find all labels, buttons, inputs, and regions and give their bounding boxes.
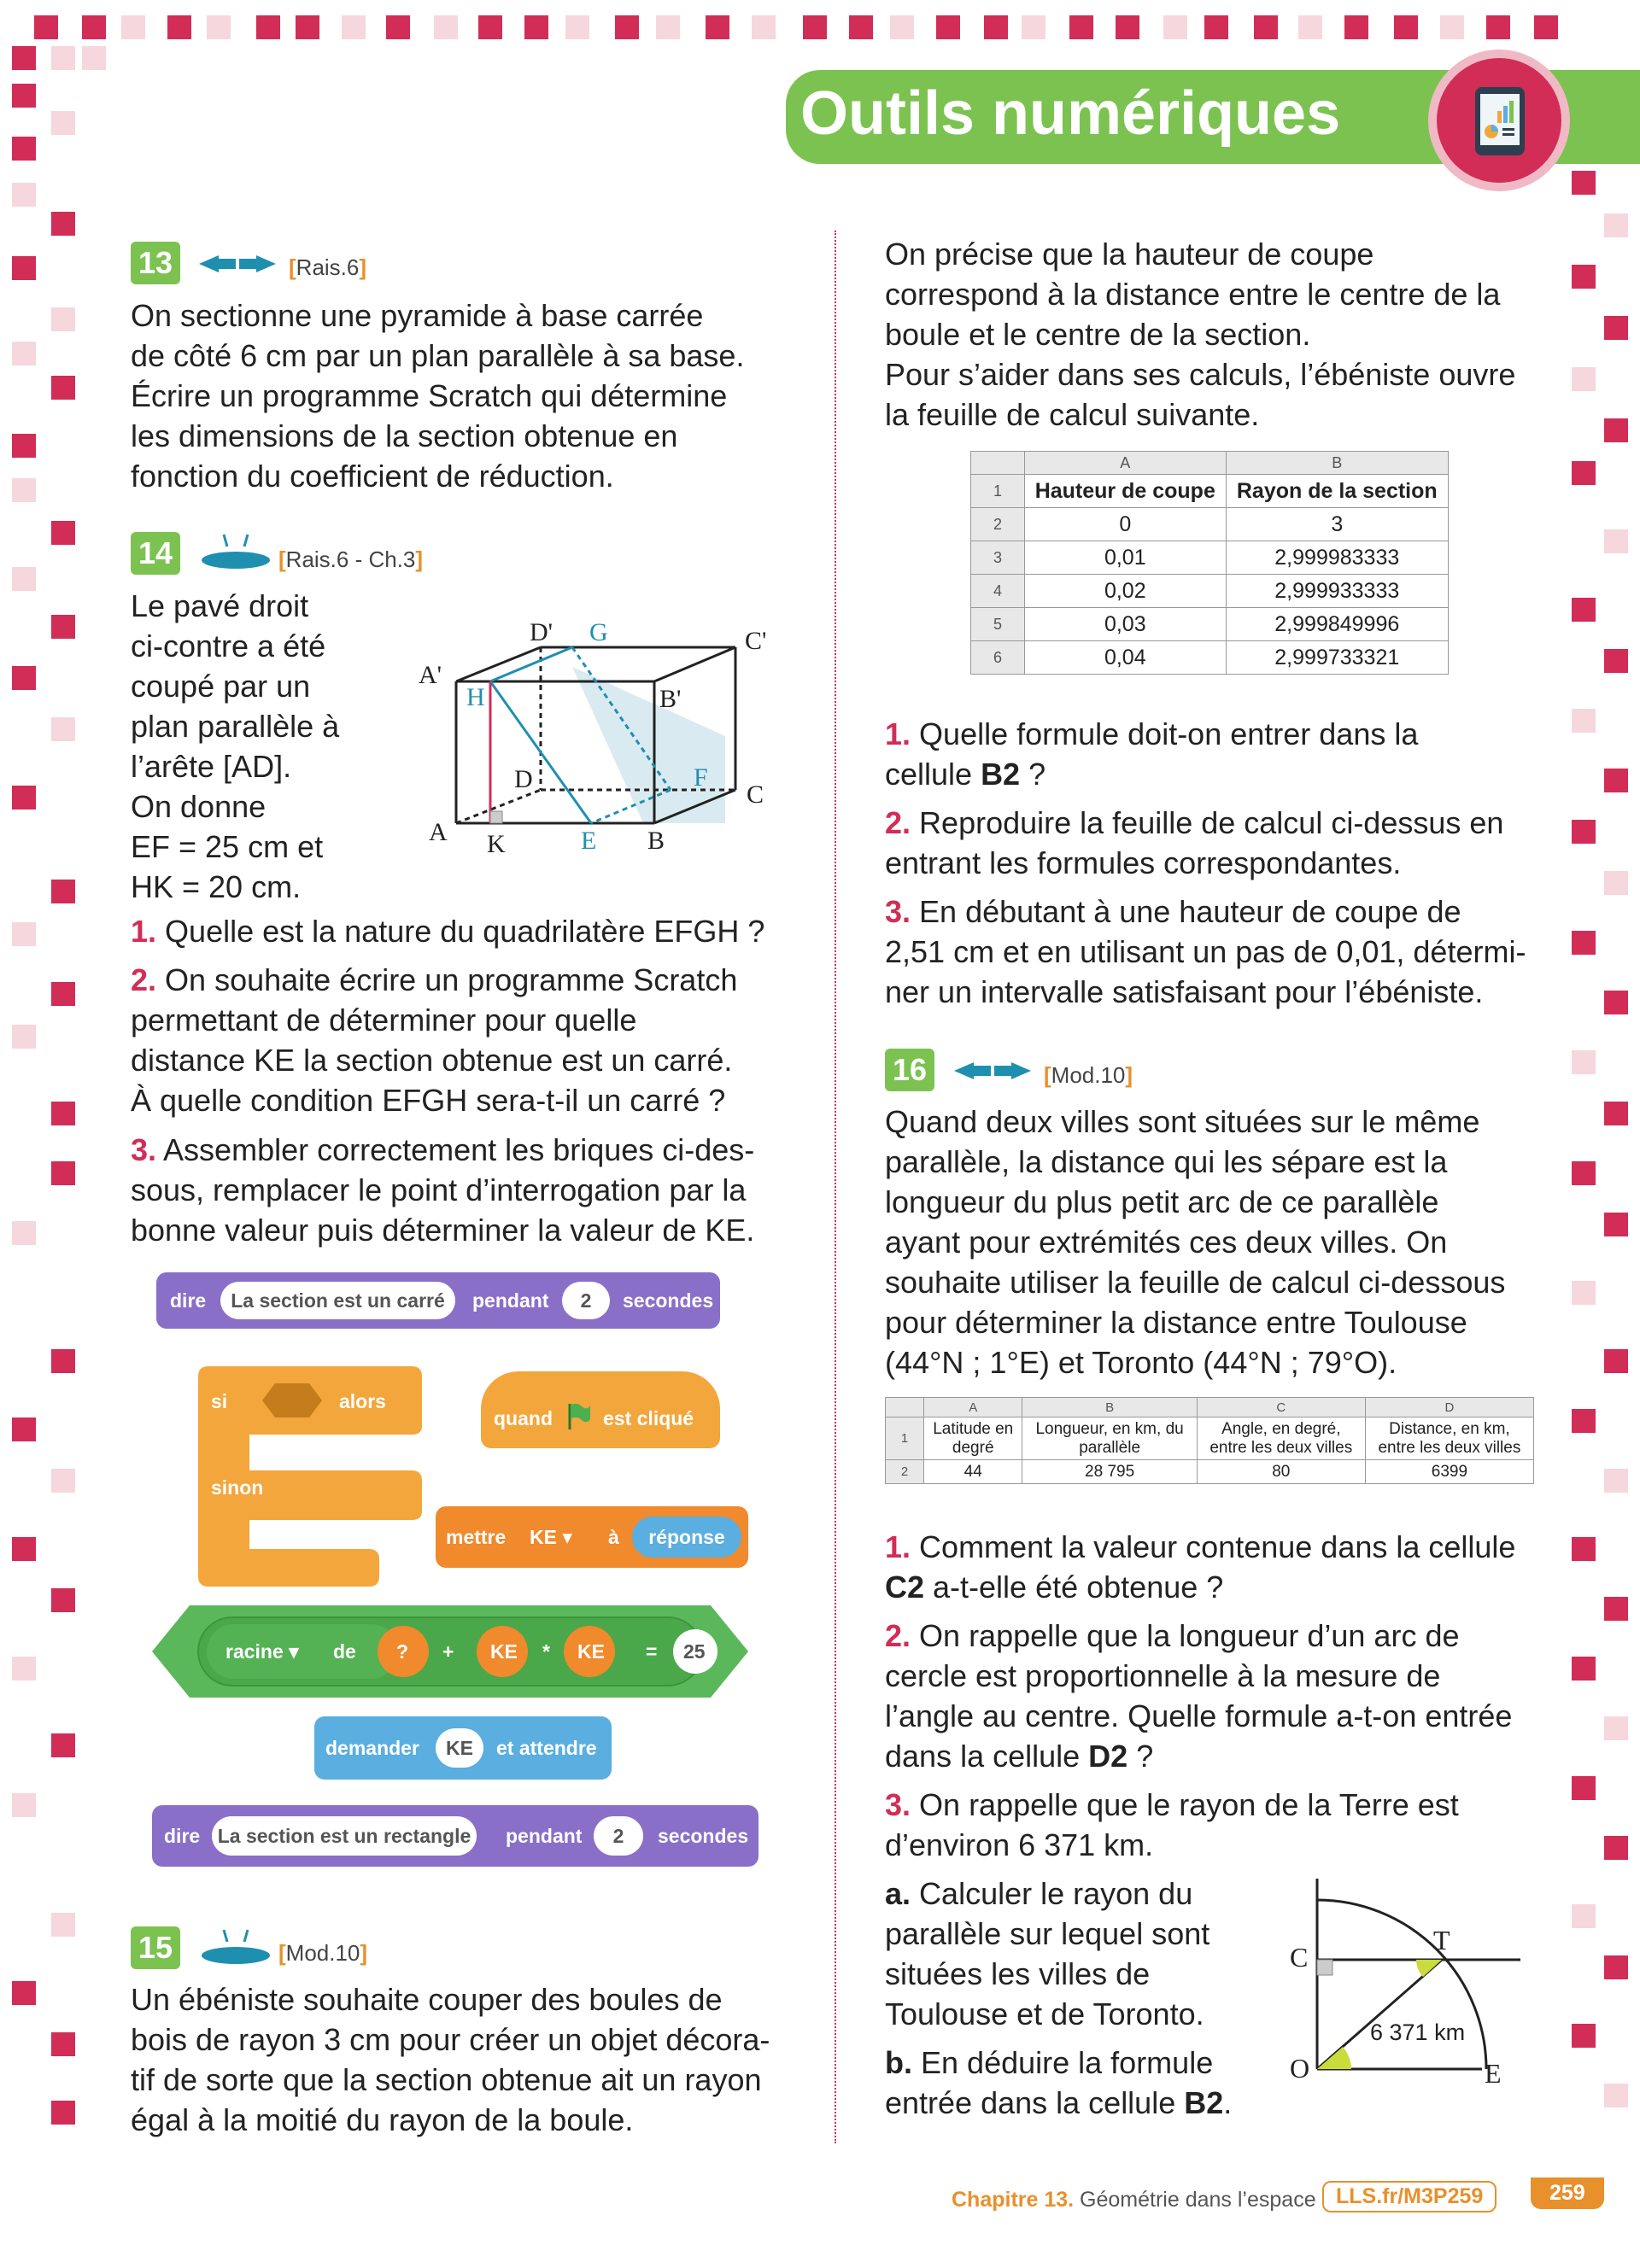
decorative-square xyxy=(615,15,639,39)
svg-text:B': B' xyxy=(659,685,682,713)
decorative-square xyxy=(12,256,36,280)
column-divider xyxy=(835,231,836,2143)
spreadsheet-ex15: A B 1 Hauteur de coupe Rayon de la section 2 0 3 3 0,01 2,999983333 4 0,02 2,999933333 5 0,03 2,999849996 6 0,04 2,999733321 xyxy=(970,451,1449,675)
decorative-square xyxy=(207,15,231,39)
decorative-square xyxy=(12,1537,36,1561)
decorative-square xyxy=(1163,15,1187,39)
exercise-15-continuation: On précise que la hauteur de coupe correspond à la distance entre le centre de la boule et le centre de la section. Pour s’aider dans ses calculs, l’ébéniste ouvre la feuille de calcul suivante. xyxy=(885,237,1516,432)
scratch-when-flag-clicked-block[interactable]: quand est cliqué xyxy=(481,1371,720,1448)
svg-text:E: E xyxy=(581,827,597,855)
svg-text:A: A xyxy=(429,818,448,846)
decorative-square xyxy=(1572,1409,1596,1433)
exercise-14-q2: 2. On souhaite écrire un programme Scratch permettant de déterminer pour quelle distance KE la section obtenue est un carré. À quelle condition EFGH sera-t-il un carré ? xyxy=(131,962,738,1118)
decorative-square xyxy=(1572,1050,1596,1074)
decorative-square xyxy=(12,478,36,502)
decorative-square xyxy=(12,342,36,365)
svg-text:E: E xyxy=(1485,2058,1502,2089)
exercise-13-number: 13 xyxy=(131,242,180,284)
decorative-square xyxy=(1604,649,1628,673)
decorative-square xyxy=(1572,820,1596,844)
exercise-13-ref: [Rais.6] xyxy=(289,254,367,280)
exercise-14-ref: [Rais.6 - Ch.3] xyxy=(278,547,424,572)
svg-text:de: de xyxy=(333,1640,356,1663)
decorative-square xyxy=(12,567,36,591)
scratch-condition-block[interactable] xyxy=(152,1605,748,1698)
decorative-square xyxy=(1572,931,1596,955)
decorative-square xyxy=(1572,2024,1596,2048)
decorative-square xyxy=(1572,265,1596,289)
decorative-square xyxy=(849,15,873,39)
scratch-logic-icon xyxy=(950,1055,1035,1086)
earth-quarter-circle-figure xyxy=(1281,1874,1529,2096)
decorative-square xyxy=(1604,1836,1628,1860)
decorative-square xyxy=(706,15,729,39)
footer-chapter: Chapitre 13. Géométrie dans l’espace xyxy=(952,2188,1316,2212)
decorative-square xyxy=(524,15,548,39)
decorative-square xyxy=(51,212,75,236)
decorative-square xyxy=(51,615,75,639)
decorative-square xyxy=(12,46,36,70)
decorative-square xyxy=(12,1221,36,1245)
green-flag-icon xyxy=(566,1402,592,1431)
decorative-square xyxy=(121,15,145,39)
tablet-chart-icon xyxy=(1475,87,1525,155)
exercise-15-statement: Un ébéniste souhaite couper des boules de bois de rayon 3 cm pour créer un objet décora- tif de sorte que la section obtenue ait un rayon égal à la moitié du rayon de la boule. xyxy=(131,1982,770,2137)
decorative-square xyxy=(51,1102,75,1125)
svg-text:C: C xyxy=(747,780,764,809)
decorative-square xyxy=(296,15,319,39)
scratch-say-square-block[interactable]: dire La section est un carré pendant 2 secondes xyxy=(156,1272,720,1329)
svg-text:G: G xyxy=(589,618,608,646)
decorative-square xyxy=(1572,461,1596,485)
decorative-square xyxy=(51,1161,75,1185)
exercise-16-ref: [Mod.10] xyxy=(1044,1062,1133,1088)
decorative-square xyxy=(386,15,410,39)
svg-text:C': C' xyxy=(745,627,767,655)
decorative-square xyxy=(12,1657,36,1681)
decorative-square xyxy=(34,15,58,39)
decorative-square xyxy=(1572,709,1596,733)
scratch-set-variable-block[interactable]: mettre KE ▾ à réponse xyxy=(436,1506,748,1568)
exercise-16-q2: 2. On rappelle que la longueur d’un arc de cercle est proportionnelle à la mesure de l’angle au centre. Quelle formule a-t-on entrée dans la cellule D2 ? xyxy=(885,1618,1513,1774)
decorative-square xyxy=(1572,598,1596,622)
decorative-square xyxy=(12,786,36,810)
svg-text:KE: KE xyxy=(490,1640,518,1663)
svg-text:K: K xyxy=(487,830,506,858)
decorative-square xyxy=(1604,213,1628,237)
decorative-square xyxy=(51,1588,75,1612)
exercise-15-q1: 1. Quelle formule doit-on entrer dans la cellule B2 ? xyxy=(885,716,1419,792)
svg-text:O: O xyxy=(1290,2053,1310,2084)
svg-text:A': A' xyxy=(419,661,442,689)
decorative-square xyxy=(12,434,36,458)
exercise-16-q1: 1. Comment la valeur contenue dans la cellule C2 a-t-elle été obtenue ? xyxy=(885,1529,1516,1605)
svg-text:=: = xyxy=(646,1640,658,1663)
decorative-square xyxy=(1604,1102,1628,1125)
decorative-square xyxy=(1604,529,1628,553)
decorative-square xyxy=(12,84,36,108)
exercise-14-number: 14 xyxy=(131,532,180,575)
svg-text:sinon: sinon xyxy=(211,1476,264,1499)
decorative-square xyxy=(1572,1776,1596,1800)
decorative-square xyxy=(1572,1281,1596,1305)
cuboid-figure xyxy=(410,615,786,862)
svg-text:*: * xyxy=(542,1640,550,1663)
decorative-square xyxy=(1604,418,1628,442)
decorative-square xyxy=(12,137,36,161)
decorative-square xyxy=(1604,1597,1628,1621)
exercise-16-qa: a. Calculer le rayon du parallèle sur lequel sont situées les villes de Toulouse et de Toronto. xyxy=(885,1876,1210,2031)
exercise-16-q3: 3. On rappelle que le rayon de la Terre est d’environ 6 371 km. xyxy=(885,1787,1459,1862)
scratch-if-else-block[interactable] xyxy=(198,1366,422,1587)
svg-text:F: F xyxy=(694,763,708,792)
decorative-square xyxy=(1298,15,1322,39)
decorative-square xyxy=(1572,367,1596,391)
spreadsheet-ex16: A B C D 1 Latitude en degré Longueur, en km, du parallèle Angle, en degré, entre les deux villes Distance, en km, entre les deux villes 2 44 28 795 80 6399 xyxy=(885,1397,1534,1484)
svg-text:?: ? xyxy=(396,1640,409,1663)
svg-text:D: D xyxy=(514,765,533,793)
decorative-square xyxy=(51,376,75,400)
decorative-square xyxy=(936,15,960,39)
decorative-square xyxy=(1604,991,1628,1014)
svg-text:25: 25 xyxy=(683,1640,706,1663)
svg-text:C: C xyxy=(1290,1942,1309,1973)
exercise-14-intro: Le pavé droit ci-contre a été coupé par un plan parallèle à l’arête [AD]. On donne EF = 25 cm et HK = 20 cm. xyxy=(131,588,340,904)
decorative-square xyxy=(51,717,75,741)
exercise-13-statement: On sectionne une pyramide à base carrée de côté 6 cm par un plan parallèle à sa base. Écrire un programme Scratch qui détermine les dimensions de la section obtenue en fonction du coefficient de réduction. xyxy=(131,298,745,494)
decorative-square xyxy=(1604,1469,1628,1493)
decorative-square xyxy=(51,1469,75,1493)
decorative-square xyxy=(752,15,776,39)
decorative-square xyxy=(1572,1904,1596,1928)
svg-text:6 371 km: 6 371 km xyxy=(1370,2020,1466,2045)
banner-badge xyxy=(1428,50,1570,191)
decorative-square xyxy=(12,1981,36,2005)
svg-text:si: si xyxy=(211,1390,228,1412)
scratch-say-rectangle-block[interactable]: dire La section est un rectangle pendant 2 secondes xyxy=(152,1805,758,1867)
decorative-square xyxy=(1604,1716,1628,1740)
svg-text:B: B xyxy=(647,827,665,855)
decorative-square xyxy=(256,15,280,39)
scratch-logic-icon xyxy=(195,248,280,279)
decorative-square xyxy=(1604,1955,1628,1979)
decorative-square xyxy=(1344,15,1368,39)
decorative-square xyxy=(51,982,75,1006)
exercise-14-q1: 1. Quelle est la nature du quadrilatère EFGH ? xyxy=(131,914,765,949)
svg-text:KE: KE xyxy=(577,1640,605,1663)
page-number: 259 xyxy=(1531,2177,1604,2209)
decorative-square xyxy=(1604,2084,1628,2107)
decorative-square xyxy=(1572,1537,1596,1561)
decorative-square xyxy=(1572,1657,1596,1681)
decorative-square xyxy=(82,46,106,70)
decorative-square xyxy=(1204,15,1228,39)
exercise-15-q3: 3. En débutant à une hauteur de coupe de 2,51 cm et en utilisant un pas de 0,01, détermi- ner un intervalle satisfaisant pour l’ébéniste. xyxy=(885,894,1526,1009)
decorative-square xyxy=(1440,15,1464,39)
decorative-square xyxy=(12,666,36,690)
exercise-15-q2: 2. Reproduire la feuille de calcul ci-dessus en entrant les formules correspondantes. xyxy=(885,805,1504,880)
decorative-square xyxy=(434,15,458,39)
decorative-square xyxy=(1604,1213,1628,1236)
decorative-square xyxy=(984,15,1008,39)
decorative-square xyxy=(12,922,36,946)
decorative-square xyxy=(1604,316,1628,340)
decorative-square xyxy=(51,307,75,331)
decorative-square xyxy=(12,1025,36,1049)
exercise-14-q3: 3. Assembler correctement les briques ci-des- sous, remplacer le point d’interrogation par la bonne valeur puis déterminer la valeur de KE. xyxy=(131,1132,755,1248)
decorative-square xyxy=(82,15,106,39)
decorative-square xyxy=(51,2032,75,2056)
decorative-square xyxy=(12,1418,36,1441)
decorative-square xyxy=(1486,15,1510,39)
decorative-square xyxy=(656,15,680,39)
decorative-square xyxy=(1022,15,1046,39)
decorative-square xyxy=(342,15,366,39)
exercise-16-qb: b. En déduire la formule entrée dans la cellule B2. xyxy=(885,2045,1233,2120)
svg-text:T: T xyxy=(1433,1925,1450,1955)
decorative-square xyxy=(51,1733,75,1757)
svg-text:+: + xyxy=(442,1640,454,1663)
decorative-square xyxy=(51,1913,75,1937)
decorative-square xyxy=(51,1349,75,1373)
decorative-square xyxy=(1572,1161,1596,1185)
decorative-square xyxy=(167,15,191,39)
decorative-square xyxy=(803,15,827,39)
exercise-16-statement: Quand deux villes sont situées sur le même parallèle, la distance qui les sépare est la longueur du plus petit arc de ce parallèle ayant pour extrémités ces deux villes. On souhaite utiliser la feuille de calcul ci-dessous pour déterminer la distance entre Toulouse (44°N ; 1°E) et Toronto (44°N ; 79°O). xyxy=(885,1104,1506,1380)
decorative-square xyxy=(12,183,36,207)
decorative-square xyxy=(1534,15,1558,39)
algorithm-icon xyxy=(196,1923,275,1967)
decorative-square xyxy=(1604,769,1628,792)
decorative-square xyxy=(1069,15,1093,39)
decorative-square xyxy=(12,1793,36,1817)
decorative-square xyxy=(478,15,502,39)
exercise-16-number: 16 xyxy=(885,1049,934,1091)
decorative-square xyxy=(51,46,75,70)
section-title: Outils numériques xyxy=(800,79,1341,148)
decorative-square xyxy=(51,2101,75,2125)
decorative-square xyxy=(1604,1349,1628,1373)
decorative-square xyxy=(1572,171,1596,195)
decorative-square xyxy=(1254,15,1278,39)
decorative-square xyxy=(51,880,75,903)
algorithm-icon xyxy=(196,528,275,572)
decorative-square xyxy=(890,15,914,39)
footer-link[interactable]: LLS.fr/M3P259 xyxy=(1322,2181,1496,2212)
scratch-ask-block[interactable]: demander KE et attendre xyxy=(314,1716,612,1780)
decorative-square xyxy=(1116,15,1139,39)
decorative-square xyxy=(565,15,589,39)
decorative-square xyxy=(1394,15,1418,39)
exercise-15-number: 15 xyxy=(131,1926,180,1969)
svg-text:racine ▾: racine ▾ xyxy=(226,1640,299,1663)
decorative-square xyxy=(51,111,75,135)
svg-text:alors: alors xyxy=(339,1390,386,1412)
svg-text:H: H xyxy=(466,683,485,711)
svg-text:D': D' xyxy=(530,618,554,646)
decorative-square xyxy=(51,521,75,545)
decorative-square xyxy=(1604,871,1628,895)
exercise-15-ref: [Mod.10] xyxy=(278,1940,368,1966)
